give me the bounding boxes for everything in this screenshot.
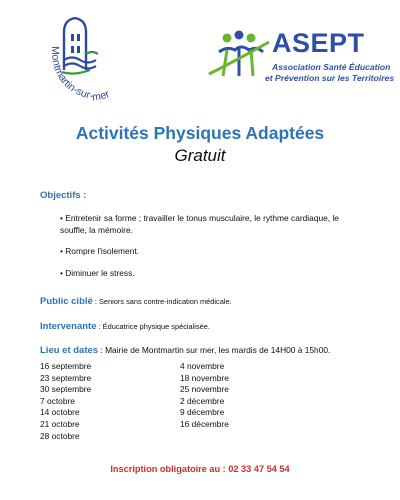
- asept-figures-icon: [207, 30, 271, 82]
- dates-right-list: [180, 361, 229, 431]
- inscription-notice: Inscription obligatoire au : 02 33 47 54 54: [110, 464, 290, 474]
- objectif-item-1-cont: souffle, la mémoire.: [60, 225, 133, 235]
- montmartin-tower-icon: [46, 12, 136, 112]
- intervenante-value: Éducatrice physique spécialisée.: [102, 322, 210, 331]
- montmartin-logo-text: Montmartin-sur-mer: [48, 46, 112, 104]
- intervenante-label: Intervenante: [40, 321, 97, 332]
- objectifs-label: Objectifs :: [40, 190, 87, 201]
- lieu-row: [40, 340, 330, 358]
- date-item: 23 septembre: [40, 372, 92, 383]
- date-item: 4 novembre: [180, 361, 225, 371]
- lieu-sep: :: [98, 345, 106, 355]
- asept-logo-subtitle-1: Association Santé Éducation: [272, 62, 391, 72]
- public-sep: :: [92, 297, 99, 306]
- public-row: [40, 291, 232, 309]
- lieu-value: Mairie de Montmartin sur mer, les mardis de 14H00 à 15h00.: [105, 345, 331, 355]
- intervenante-sep: :: [96, 322, 103, 331]
- lieu-label: Lieu et dates: [40, 345, 99, 356]
- public-label: Public ciblé: [40, 296, 93, 307]
- date-item: 30 septembre: [40, 384, 92, 395]
- date-item: 18 novembre: [180, 372, 229, 383]
- date-item: 7 octobre: [40, 395, 75, 406]
- asept-logo-name: ASEPT: [272, 28, 365, 58]
- date-item: 16 décembre: [180, 418, 229, 429]
- page-subtitle: Gratuit: [174, 146, 226, 165]
- objectif-item-2: • Rompre l'isolement.: [60, 246, 140, 256]
- date-item: 21 octobre: [40, 418, 80, 429]
- date-item: 28 octobre: [40, 430, 80, 441]
- objectif-item-3: • Diminuer le stress.: [60, 268, 135, 278]
- montmartin-logo: [46, 12, 136, 112]
- intervenante-row: [40, 316, 210, 334]
- public-value: Seniors sans contre-indication médicale.: [98, 297, 232, 306]
- date-item: 9 décembre: [180, 407, 225, 418]
- page-title: Activités Physiques Adaptées: [75, 123, 325, 143]
- date-item: 14 octobre: [40, 407, 80, 418]
- objectif-item-1: • Entretenir sa forme ; travailler le tonus musculaire, le rythme cardiaque, le: [60, 213, 339, 223]
- dates-left-list: [40, 361, 91, 442]
- date-item: 25 novembre: [180, 384, 229, 395]
- date-item: 16 septembre: [40, 361, 92, 371]
- date-item: 2 décembre: [180, 395, 225, 406]
- asept-logo-subtitle-2: et Prévention sur les Territoires: [265, 73, 395, 83]
